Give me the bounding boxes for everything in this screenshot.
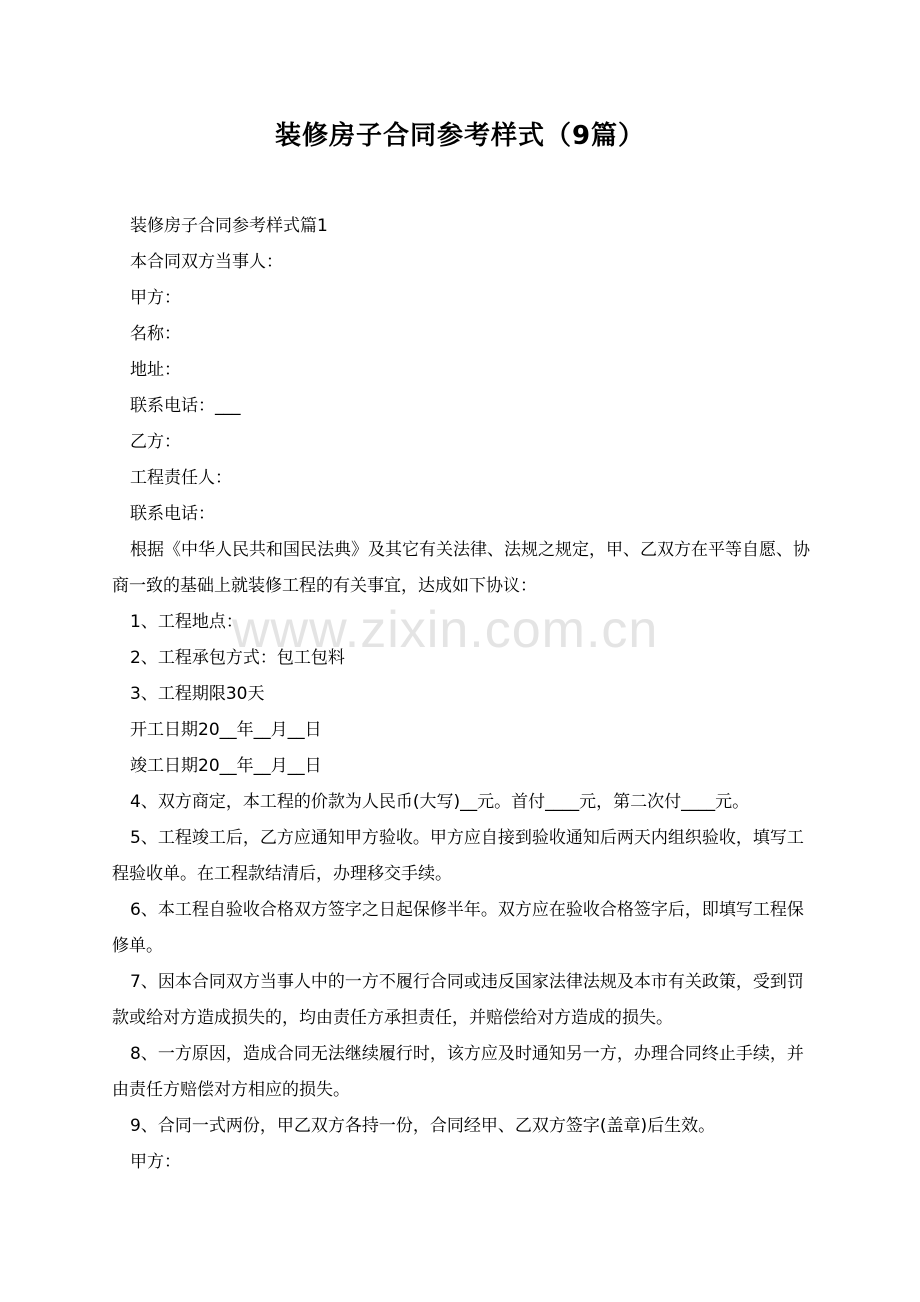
document-body (112, 208, 812, 1180)
watermark: www.zixin.com.cn (232, 601, 659, 659)
document-title: 装修房子合同参考样式（9篇） (274, 121, 646, 151)
party-b-phone: 联系电话： (130, 504, 215, 524)
legal-basis-paragraph: 根据《中华人民共和国民法典》及其它有关法律、法规之规定，甲、乙双方在平等自愿、协商一致的基础上就装修工程的有关事宜，达成如下协议： (112, 540, 810, 596)
clause-1: 1、工程地点： (130, 612, 243, 632)
party-a-name: 名称： (130, 324, 181, 344)
clause-2: 2、工程承包方式：包工包料 (130, 648, 345, 668)
clause-9: 9、合同一式两份，甲乙双方各持一份，合同经甲、乙双方签字(盖章)后生效。 (130, 1116, 716, 1136)
party-a-phone: 联系电话：___ (130, 396, 241, 416)
party-a-label: 甲方： (130, 288, 181, 308)
clause-5: 5、工程竣工后，乙方应通知甲方验收。甲方应自接到验收通知后两天内组织验收，填写工程验收单。在工程款结清后，办理移交手续。 (112, 828, 804, 884)
party-a-address: 地址： (130, 360, 181, 380)
clause-3: 3、工程期限30天 (130, 684, 265, 704)
clause-4: 4、双方商定，本工程的价款为人民币(大写)__元。首付____元，第二次付____元。 (130, 792, 750, 812)
parties-intro: 本合同双方当事人： (130, 252, 283, 272)
completion-date: 竣工日期20__年__月__日 (130, 756, 322, 776)
signature-party-a: 甲方： (130, 1152, 181, 1172)
clause-6: 6、本工程自验收合格双方签字之日起保修半年。双方应在验收合格签字后，即填写工程保修单。 (112, 900, 804, 956)
start-date: 开工日期20__年__月__日 (130, 720, 322, 740)
clause-8: 8、一方原因，造成合同无法继续履行时，该方应及时通知另一方，办理合同终止手续，并由责任方赔偿对方相应的损失。 (112, 1044, 804, 1100)
section-heading: 装修房子合同参考样式篇1 (130, 216, 328, 236)
party-b-label: 乙方： (130, 432, 181, 452)
clause-7: 7、因本合同双方当事人中的一方不履行合同或违反国家法律法规及本市有关政策，受到罚款或给对方造成损失的，均由责任方承担责任，并赔偿给对方造成的损失。 (112, 972, 804, 1028)
party-b-responsible: 工程责任人： (130, 468, 232, 488)
